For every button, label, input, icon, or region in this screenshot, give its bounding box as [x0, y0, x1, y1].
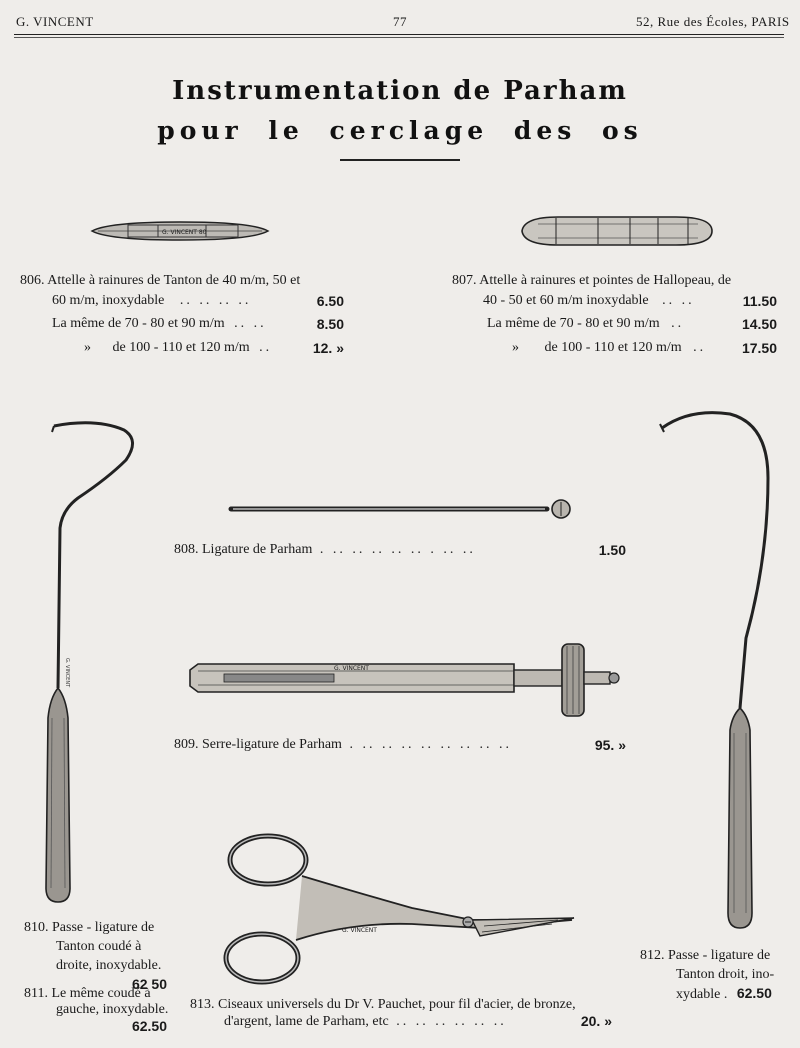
item-811-number: 811.: [24, 986, 48, 1001]
item-806-dots4: ..: [259, 340, 273, 355]
item-806-desc4: de 100 - 110 et 120 m/m: [112, 340, 250, 355]
item-809-number: 809.: [174, 737, 199, 752]
item-806-number: 806.: [20, 273, 45, 288]
item-809-label: Serre-ligature de Parham: [202, 737, 342, 752]
item-812-price: 62.50: [736, 985, 772, 1001]
item-813-desc1: Ciseaux universels du Dr V. Pauchet, pour fil d'acier, de bronze,: [218, 997, 576, 1012]
item-806-desc1: Attelle à rainures de Tanton de 40 m/m, 50 et: [47, 273, 301, 288]
item-806-line2: [52, 290, 344, 312]
page-subtitle: pour le cerclage des os: [157, 116, 643, 145]
item-806-desc3: La même de 70 - 80 et 90 m/m: [52, 316, 225, 331]
item-809-price: 95. »: [594, 737, 626, 753]
ligature-rod-illustration: [225, 498, 577, 520]
item-807-line3: [487, 313, 777, 335]
item-807-dots2: .. ..: [662, 293, 695, 308]
item-810-price: 62 50: [131, 976, 167, 992]
item-807-price2: 14.50: [741, 316, 777, 332]
serre-engraving: G. VINCENT: [334, 665, 369, 672]
item-807-price3: 17.50: [741, 340, 777, 356]
item-812-desc2: Tanton droit, ino-: [676, 967, 775, 982]
item-807-desc1: Attelle à rainures et pointes de Hallopeau, de: [479, 273, 732, 288]
item-807-quote: »: [512, 340, 519, 355]
item-808-dots: . .. .. .. .. .. . .. ..: [319, 542, 476, 557]
page-title: Instrumentation de Parham: [172, 76, 628, 106]
item-812-block: [640, 946, 774, 1004]
header-left: G. VINCENT: [16, 14, 94, 29]
item-808-line: [174, 539, 626, 561]
item-807-number: 807.: [452, 273, 477, 288]
item-813-desc2: d'argent, lame de Parham, etc: [224, 1014, 389, 1029]
item-807-desc2: 40 - 50 et 60 m/m inoxydable: [483, 293, 649, 308]
item-806-line3: [52, 313, 344, 335]
item-808-label: Ligature de Parham: [202, 542, 313, 557]
item-807-dots4: ..: [693, 340, 707, 355]
page-number: 77: [393, 14, 407, 29]
item-809-line: [174, 734, 626, 756]
item-809-dots: . .. .. .. .. .. .. .. ..: [349, 737, 512, 752]
item-807-price1: 11.50: [742, 293, 777, 309]
item-812-desc3: xydable .: [676, 987, 728, 1002]
item-810-block: [24, 918, 167, 994]
header-right: 52, Rue des Écoles, PARIS: [636, 14, 790, 29]
item-811-desc2: gauche, inoxydable.: [56, 1002, 169, 1017]
left-hook-ligature-illustration: [36, 418, 146, 908]
item-808-number: 808.: [174, 542, 199, 557]
header-rule: [14, 34, 784, 38]
item-806-price1: 6.50: [316, 293, 344, 309]
item-810-desc3: droite, inoxydable.: [56, 958, 162, 973]
item-807-line4: [512, 337, 777, 359]
item-810-desc2: Tanton coudé à: [56, 939, 142, 954]
item-806-price3: 12. »: [312, 340, 344, 356]
item-807-line1: [452, 270, 731, 292]
item-813-number: 813.: [190, 997, 215, 1012]
item-807-desc3: La même de 70 - 80 et 90 m/m: [487, 316, 660, 331]
item-810-number: 810.: [24, 920, 49, 935]
scissors-engraving: G. VINCENT: [342, 927, 377, 934]
right-hook-ligature-illustration: [650, 408, 780, 936]
item-806-quote: »: [84, 340, 91, 355]
item-813-price: 20. »: [580, 1013, 612, 1029]
item-807-line2: [483, 290, 777, 312]
item-806-desc2: 60 m/m, inoxydable: [52, 293, 165, 308]
item-810-desc1: Passe - ligature de: [52, 920, 155, 935]
item-806-dots2: .. .. .. ..: [179, 293, 252, 308]
splint-engraving: G. VINCENT 80: [162, 229, 207, 236]
item-813-dots: .. .. .. .. .. ..: [396, 1014, 507, 1029]
item-806-price2: 8.50: [316, 316, 344, 332]
item-812-desc1: Passe - ligature de: [668, 948, 771, 963]
scissors-illustration: [222, 832, 582, 990]
serre-ligature-illustration: [184, 640, 624, 722]
item-806-dots3: .. ..: [234, 316, 267, 331]
title-underline: [340, 159, 460, 161]
item-806-line1: [20, 270, 300, 292]
item-811-desc1: Le même coudé à: [51, 986, 151, 1001]
item-806-line4: [84, 337, 344, 359]
item-811-block: [24, 986, 168, 1034]
item-811-price: 62.50: [131, 1018, 167, 1034]
hook-engraving: G. VINCENT: [64, 658, 70, 688]
item-807-dots3: ..: [671, 316, 685, 331]
item-808-price: 1.50: [598, 542, 626, 558]
item-812-number: 812.: [640, 948, 665, 963]
tanton-splint-illustration: [88, 218, 272, 244]
hallopeau-splint-illustration: [518, 214, 716, 248]
item-807-desc4: de 100 - 110 et 120 m/m: [544, 340, 682, 355]
item-813-block: [190, 996, 612, 1030]
